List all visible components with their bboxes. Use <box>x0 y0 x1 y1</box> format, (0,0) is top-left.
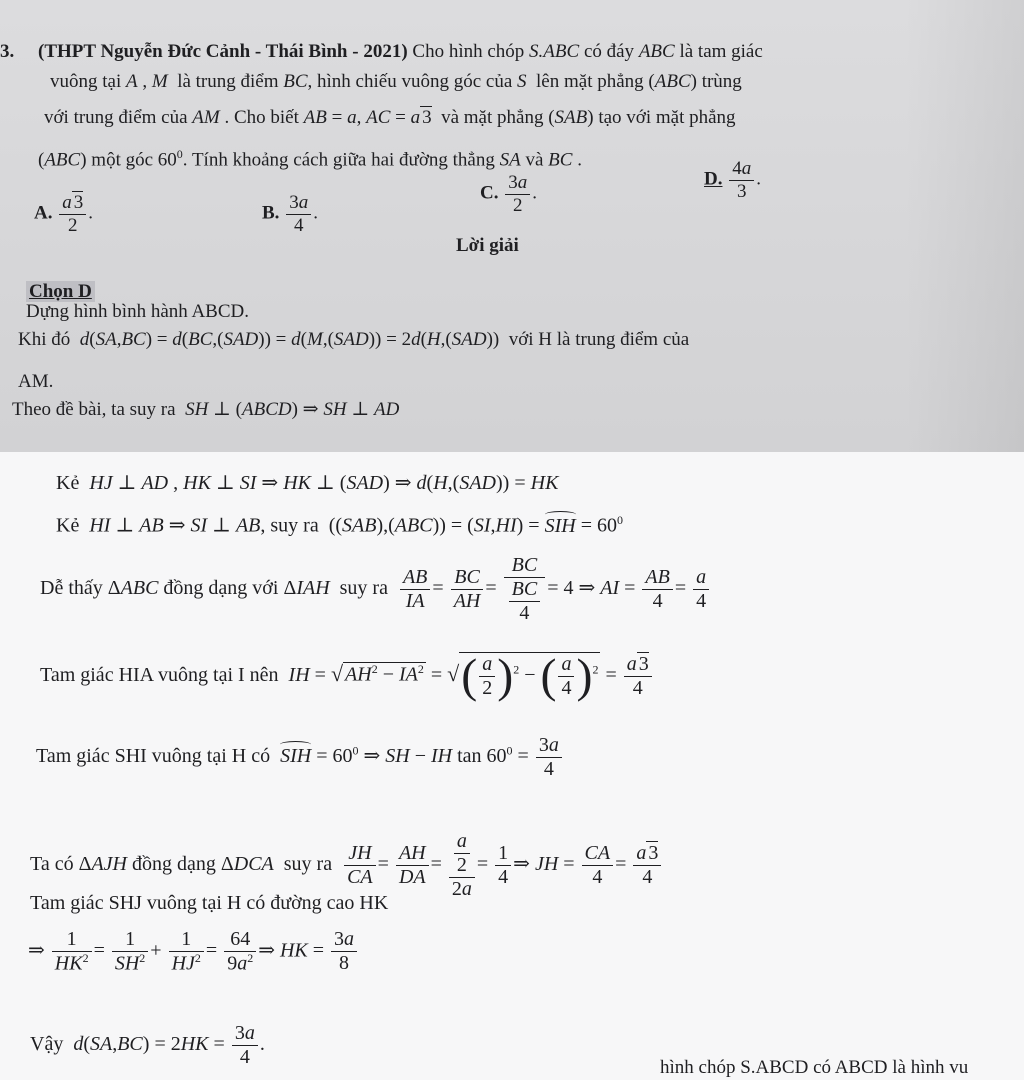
problem-intro: Cho hình chóp S.ABC có đáy ABC là tam giác <box>412 41 763 62</box>
problem-number: 3. <box>0 41 15 62</box>
photo-upper-section <box>0 0 1024 452</box>
solution-line-1: Dựng hình bình hành ABCD. <box>26 301 249 322</box>
solution-line-ki: Kẻ HI ⊥ AB ⇒ SI ⊥ AB, suy ra ((SAB),(ABC)) = (SI,HI) = SIH = $60^0$ <box>56 513 623 537</box>
solution-line-3: AM. <box>18 371 54 392</box>
chon-label: Chọn D <box>26 282 95 303</box>
solution-heading: Lời giải <box>456 235 519 256</box>
solution-line-hk: ⇒ $\frac{1}{HK^2}$ = $\frac{1}{SH^2}$ + $\frac{1}{HJ^2}$ = $\frac{64}{9a^2}$ ⇒ HK = $\frac{3a}{8}$ <box>28 928 359 976</box>
solution-line-ajh: Ta có ΔAJH đồng dạng ΔDCA suy ra $\frac{JH}{CA}$ = $\frac{AH}{DA}$ = $\frac{\frac{a}{2}}{2a}$ = $\frac{1}{4}$ ⇒ JH = $\frac{CA}{4}$ = $\frac{a 3}{4}$ <box>30 830 663 901</box>
choice-d: D. $\frac{4a}{3}$ . <box>704 158 761 202</box>
problem-line-2: vuông tại A , M là trung điểm BC, hình chiếu vuông góc của S lên mặt phẳng (ABC) trùng <box>50 71 742 92</box>
solution-line-conclusion: Vậy d(SA,BC) = 2HK = $\frac{3a}{4}$ . <box>30 1022 265 1068</box>
solution-line-shj: Tam giác SHJ vuông tại H có đường cao HK <box>30 892 389 914</box>
solution-line-hia: Tam giác HIA vuông tại I nên IH = √ $AH^2 - IA^2$ = √( $\frac{a}{2}$ )$^2$ − ( $\frac{a}{4}$ )$^2$ = $\frac{a 3}{4}$ <box>40 652 654 700</box>
problem-line-1 <box>0 42 763 63</box>
next-problem-fragment: hình chóp S.ABCD có ABCD là hình vu <box>660 1057 969 1078</box>
solution-line-2: Khi đó d(SA,BC) = d(BC,(SAD)) = d(M,(SAD)) = 2d(H,(SAD)) với H là trung điểm của <box>18 329 690 350</box>
choice-b: B. $\frac{3a}{4}$ . <box>262 192 318 236</box>
solution-line-similar: Dễ thấy ΔABC đồng dạng với ΔIAH suy ra $\frac{AB}{IA}$ = $\frac{BC}{AH}$ = $\frac{BC}{\frac{BC}{4}}$ = 4 ⇒ AI = $\frac{AB}{4}$ = $\frac{a}{4}$ <box>40 554 711 625</box>
problem-line-3: với trung điểm của AM . Cho biết AB = a, AC = a 3 và mặt phẳng (SAB) tạo với mặt phẳng <box>44 107 736 128</box>
choice-c: C. $\frac{3a}{2}$ . <box>480 172 537 216</box>
choice-a: A. $\frac{a 3}{2}$ . <box>34 192 93 236</box>
solution-line-kj: Kẻ HJ ⊥ AD , HK ⊥ SI ⇒ HK ⊥ (SAD) ⇒ d(H,(SAD)) = HK <box>56 472 559 494</box>
scan-lower-section <box>0 452 1024 1080</box>
problem-source: (THPT Nguyễn Đức Cảnh - Thái Bình - 2021) <box>38 41 408 62</box>
problem-line-4: (ABC) một góc $60^0$. Tính khoảng cách giữa hai đường thẳng SA và BC . <box>38 147 582 171</box>
solution-line-shi: Tam giác SHI vuông tại H có SIH = $60^0$ ⇒ SH − IH $\tan 60^0$ = $\frac{3a}{4}$ <box>36 734 564 781</box>
solution-line-4: Theo đề bài, ta suy ra SH ⊥ (ABCD) ⇒ SH ⊥ AD <box>12 399 400 420</box>
